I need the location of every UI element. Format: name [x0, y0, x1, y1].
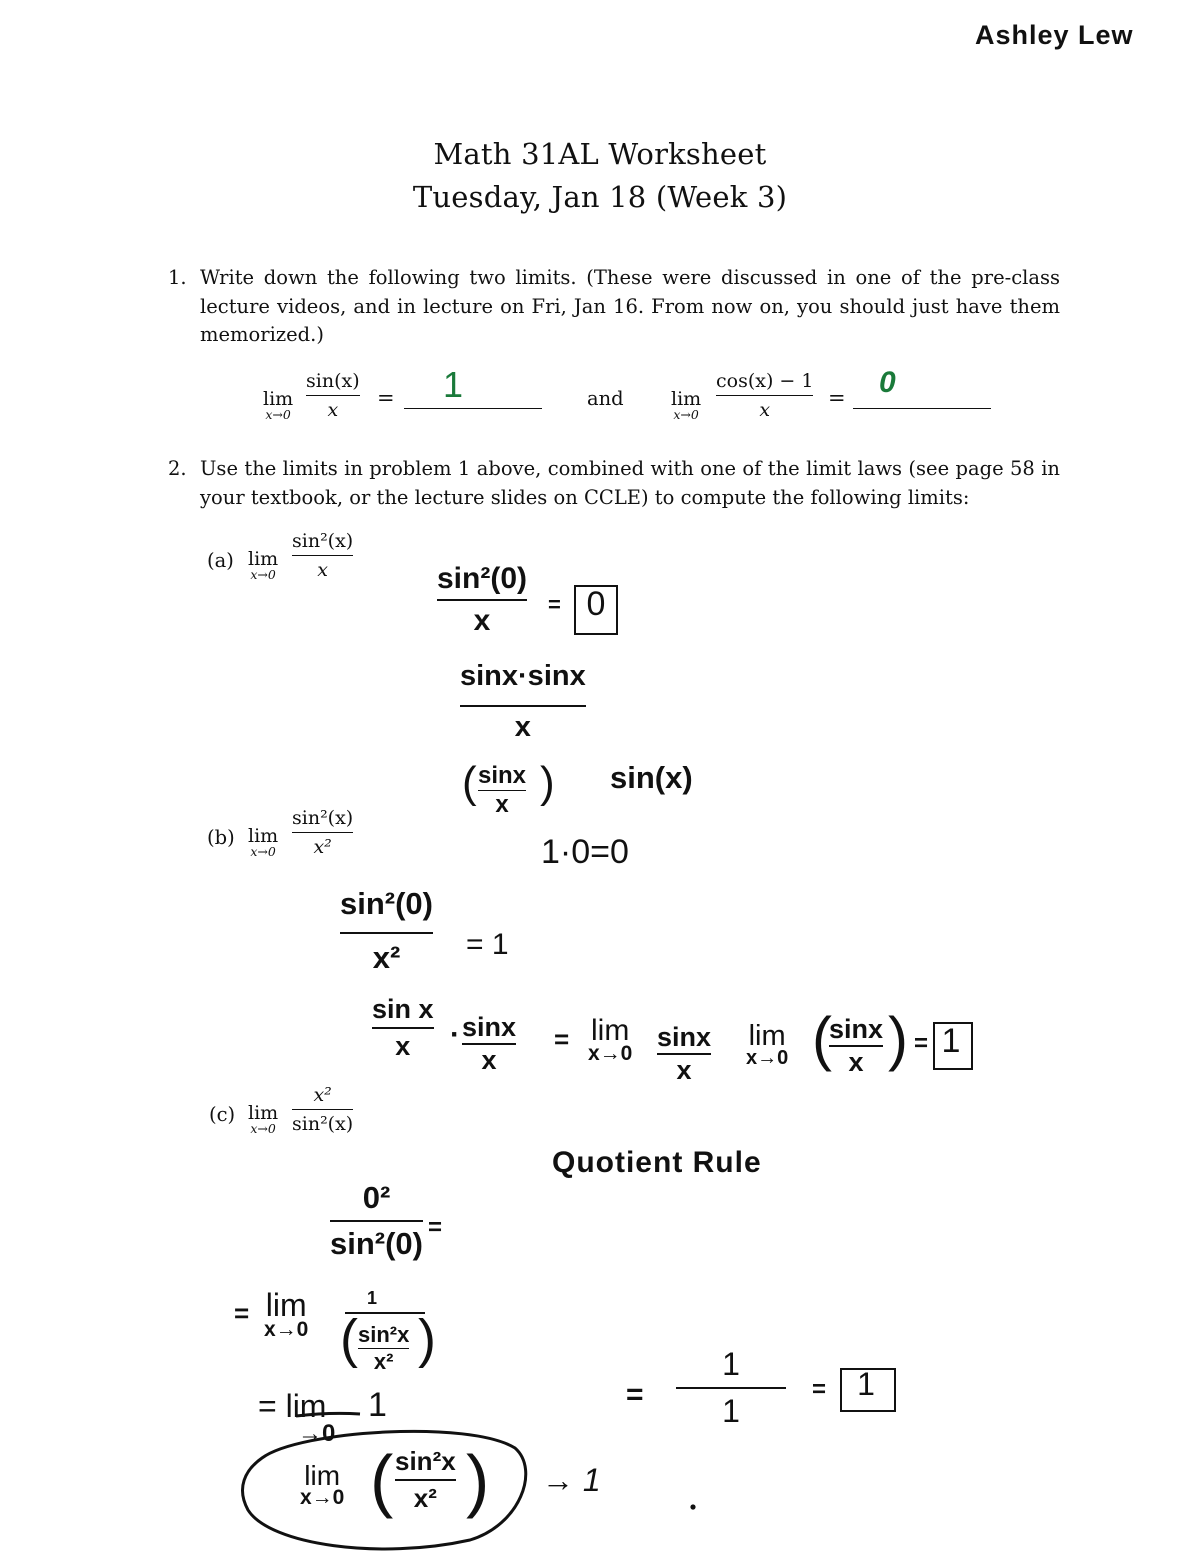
part-b-lim: lim x→0: [248, 825, 279, 859]
problem-1-left-lim: lim x→0: [263, 388, 294, 422]
hw-b-step2-dot: ·: [450, 1018, 460, 1051]
hw-c-right-fraction: 1 1: [676, 1346, 786, 1430]
hw-a-step2-fraction: sinx·sinx x: [460, 660, 586, 743]
hw-c-step4-fraction: sin²x x²: [395, 1446, 456, 1513]
hw-a-answer: 0: [586, 585, 606, 623]
hw-c-step2-num: 1: [367, 1288, 378, 1308]
hw-a-step3-paren-right: ): [540, 758, 555, 807]
hw-c-step2-inner-fraction: sin²x x²: [358, 1322, 410, 1374]
hw-c-step3-underline: [296, 1413, 360, 1416]
problem-1-right-equals: =: [828, 386, 846, 410]
hw-c-step1-fraction: 0² sin²(0): [330, 1180, 423, 1261]
problem-1-number: 1.: [168, 266, 187, 289]
part-c-lim: lim x→0: [248, 1102, 279, 1136]
hw-b-step2-paren-right: ): [888, 1005, 908, 1072]
hw-c-step1-equals: =: [428, 1214, 443, 1241]
part-b-fraction: sin²(x) x²: [292, 807, 354, 858]
part-a-fraction: sin²(x) x: [292, 530, 354, 581]
hw-b-step2-paren-left: (: [812, 1005, 832, 1072]
hw-b-step2-lim1: lim x→0: [588, 1014, 633, 1065]
hw-c-step4-paren-right: ): [466, 1441, 490, 1519]
stray-dot: [690, 1504, 695, 1509]
problem-1-text: Write down the following two limits. (These were discussed in one of the pre-class lecture videos, and in lecture on Fri, Jan 16. From now on, you should just have them memorized.): [200, 266, 1060, 346]
hw-c-step3-one: 1: [368, 1386, 387, 1424]
problem-1-and: and: [587, 387, 624, 410]
hw-c-step3-eq-lim: = lim: [258, 1388, 327, 1424]
problem-1-right-lim: lim x→0: [671, 388, 702, 422]
worksheet-title: Math 31AL Worksheet: [433, 137, 767, 171]
hw-b-step1-equals: = 1: [466, 928, 509, 961]
problem-2-text: Use the limits in problem 1 above, combined with one of the limit laws (see page 58 in your textbook, or the lecture slides on CCLE) to compute the following limits:: [200, 457, 1060, 509]
hw-a-step3-fraction: sinx x: [478, 762, 527, 818]
hw-b-step2-frac3: sinx x: [657, 1022, 712, 1085]
hw-c-answer-loop: [243, 1431, 526, 1549]
problem-1-left-equals: =: [377, 386, 395, 410]
hw-a-step3-paren-left: (: [462, 758, 477, 807]
hw-c-answer: 1: [857, 1366, 875, 1402]
hw-c-step2-paren-right: ): [418, 1309, 436, 1369]
hw-b-step2-equals: =: [554, 1024, 570, 1054]
hw-c-step4-lim: lim x→0: [300, 1460, 345, 1509]
hw-c-step4-paren-left: (: [370, 1441, 394, 1519]
hw-c-note-quotient-rule: Quotient Rule: [552, 1146, 762, 1179]
hw-c-step2-equals: =: [234, 1298, 250, 1328]
hw-b-answer: 1: [941, 1022, 961, 1060]
hw-b-step2-equals2: =: [914, 1030, 929, 1057]
worksheet-subtitle: Tuesday, Jan 18 (Week 3): [412, 180, 788, 214]
hw-b-step2-frac4: sinx x: [829, 1014, 884, 1077]
hw-c-step2-paren-left: (: [340, 1309, 358, 1369]
part-c-fraction: x² sin²(x): [292, 1084, 354, 1135]
hw-c-step4-arrow: → 1: [542, 1462, 601, 1498]
part-c-label: (c): [209, 1103, 236, 1126]
hw-c-step3-sub: →0: [298, 1420, 336, 1447]
problem-1-answer-2: 0: [879, 366, 896, 399]
hw-b-step2-frac1: sin x x: [372, 994, 434, 1061]
part-a-label: (a): [207, 549, 234, 572]
part-b-label: (b): [207, 826, 235, 849]
problem-2-number: 2.: [168, 457, 187, 480]
hw-b-step2-lim2: lim x→0: [746, 1020, 789, 1069]
author-name: Ashley Lew: [975, 20, 1134, 50]
hw-c-right-equals: =: [626, 1378, 644, 1411]
hw-a-step1-equals: =: [548, 592, 561, 617]
hw-b-step2-frac2: sinx x: [462, 1012, 517, 1075]
hw-a-step3-right: sin(x): [610, 760, 693, 795]
hw-b-step1-fraction: sin²(0) x²: [340, 886, 433, 975]
problem-1-left-fraction: sin(x) x: [306, 370, 360, 421]
problem-1-right-fraction: cos(x) − 1 x: [716, 370, 814, 421]
part-a-lim: lim x→0: [248, 548, 279, 582]
hw-a-step1-fraction: sin²(0) x: [437, 562, 527, 637]
hw-a-step4: 1·0=0: [541, 833, 629, 871]
problem-1-answer-1: 1: [443, 364, 464, 405]
hw-c-step2-lim: lim x→0: [264, 1287, 309, 1341]
hw-c-right-equals2: =: [812, 1376, 827, 1403]
